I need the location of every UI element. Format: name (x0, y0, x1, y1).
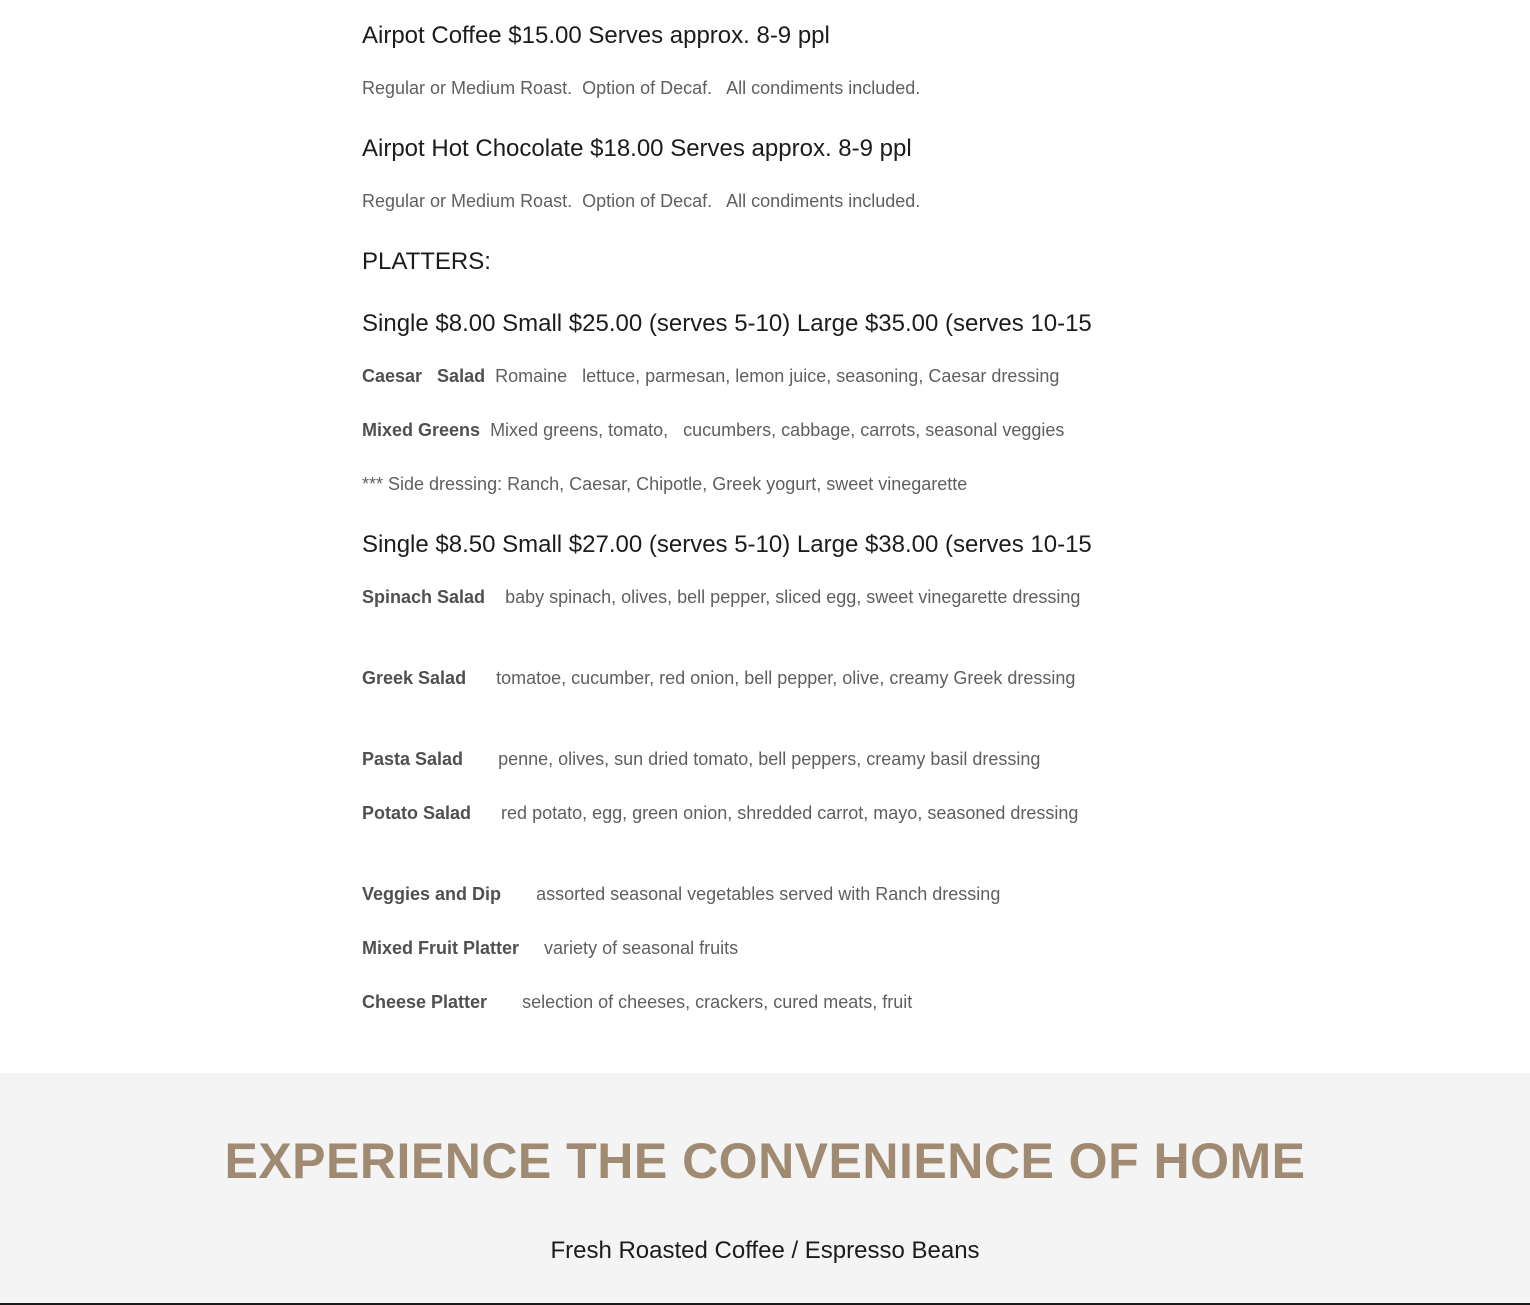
menu-item-description: variety of seasonal fruits (544, 938, 739, 958)
footer-section (0, 1073, 1530, 1303)
menu-item (362, 584, 1142, 611)
airpot-hot-chocolate-description: Regular or Medium Roast. Option of Decaf. All condiments included. (362, 191, 921, 211)
menu-item (362, 417, 1142, 444)
menu-item-description: tomatoe, cucumber, red onion, bell pepper, olive, creamy Greek dressing (496, 668, 1076, 688)
menu-item-description: selection of cheeses, crackers, cured meats, fruit (522, 992, 913, 1012)
menu-item (362, 363, 1142, 390)
menu-item-name: Mixed Greens (362, 420, 481, 440)
airpot-hot-chocolate-title: Airpot Hot Chocolate $18.00 Serves approx. 8-9 ppl (362, 135, 912, 162)
menu-item-description: penne, olives, sun dried tomato, bell peppers, creamy basil dressing (498, 749, 1041, 769)
menu-item-name: Cheese Platter (362, 992, 488, 1012)
menu-item (362, 935, 1142, 962)
menu-item (362, 665, 1142, 692)
platters-heading: PLATTERS: (362, 248, 491, 275)
menu-item-description: assorted seasonal vegetables served with Ranch dressing (536, 884, 1001, 904)
footer-subtitle: Fresh Roasted Coffee / Espresso Beans (550, 1237, 980, 1264)
menu-item-name: Veggies and Dip (362, 884, 502, 904)
airpot-coffee-description: Regular or Medium Roast. Option of Decaf. All condiments included. (362, 78, 921, 98)
menu-item-name: Greek Salad (362, 668, 467, 688)
menu-item (362, 881, 1142, 908)
menu-item (362, 989, 1142, 1016)
menu-item-name: Caesar Salad (362, 366, 486, 386)
menu-item-name: Pasta Salad (362, 749, 464, 769)
menu-item (362, 746, 1142, 773)
footer-title: EXPERIENCE THE CONVENIENCE OF HOME (224, 1133, 1306, 1189)
menu-item-name: Mixed Fruit Platter (362, 938, 520, 958)
menu-item-description: Romaine lettuce, parmesan, lemon juice, seasoning, Caesar dressing (495, 366, 1060, 386)
menu-item (362, 800, 1142, 827)
tier2-pricing: Single $8.50 Small $27.00 (serves 5-10) Large $38.00 (serves 10-15 (362, 531, 1092, 558)
menu-item-description: Mixed greens, tomato, cucumbers, cabbage, carrots, seasonal veggies (490, 420, 1065, 440)
tier1-pricing: Single $8.00 Small $25.00 (serves 5-10) Large $35.00 (serves 10-15 (362, 310, 1092, 337)
menu-item-description: baby spinach, olives, bell pepper, sliced egg, sweet vinegarette dressing (505, 587, 1081, 607)
side-dressing-note: *** Side dressing: Ranch, Caesar, Chipotle, Greek yogurt, sweet vinegarette (362, 474, 968, 494)
menu-item-name: Potato Salad (362, 803, 472, 823)
menu-item-description: red potato, egg, green onion, shredded carrot, mayo, seasoned dressing (501, 803, 1079, 823)
menu-item-name: Spinach Salad (362, 587, 486, 607)
airpot-coffee-title: Airpot Coffee $15.00 Serves approx. 8-9 ppl (362, 22, 830, 49)
